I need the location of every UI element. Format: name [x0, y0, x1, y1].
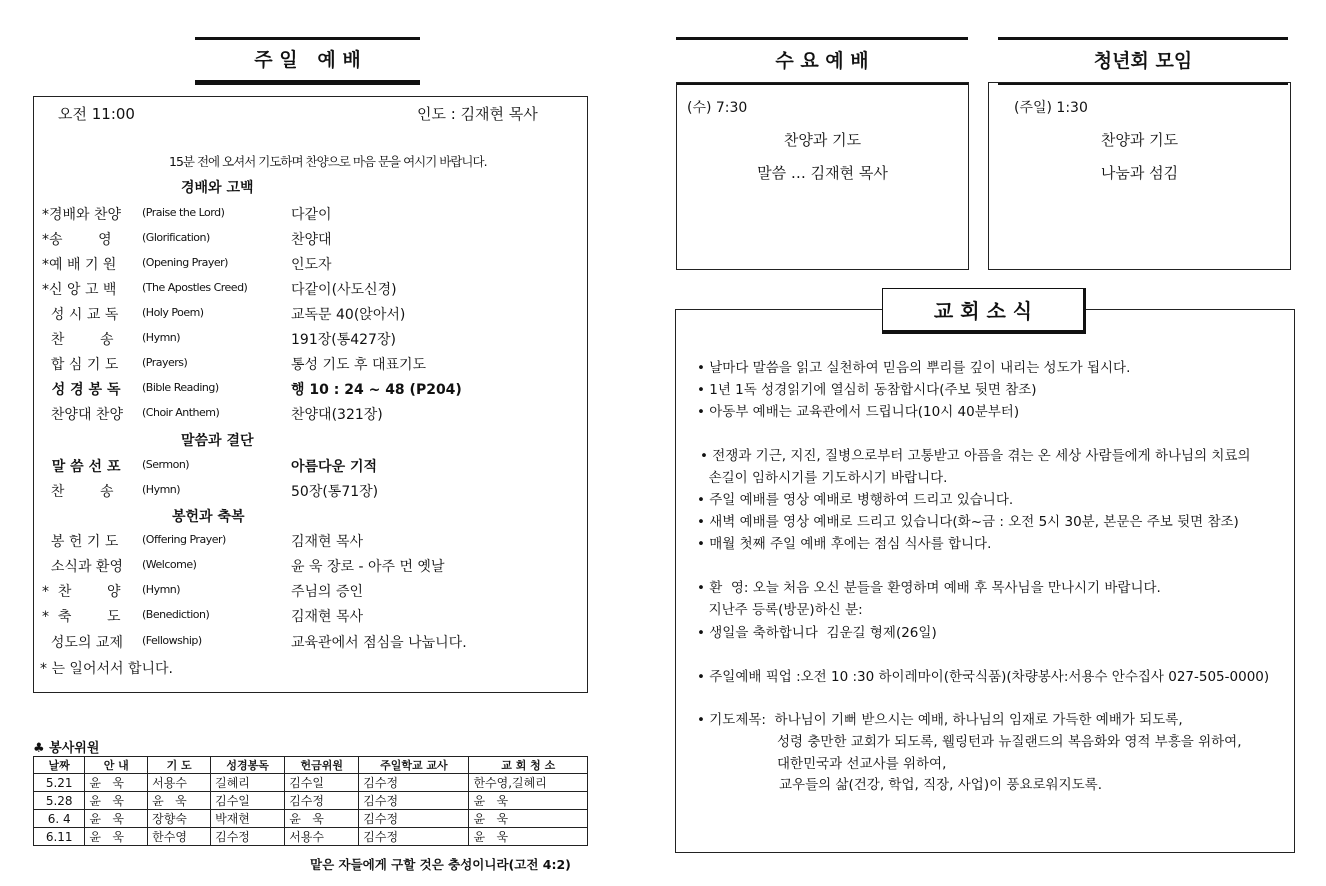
duty-cell: 장향숙: [148, 810, 211, 828]
duty-cell: 윤 욱: [85, 792, 148, 810]
service-item-value: 교육관에서 점심을 나눕니다.: [291, 635, 467, 651]
news-item: 손길이 임하시기를 기도하시기 바랍니다.: [700, 470, 948, 486]
duty-cell: 김수일: [211, 792, 285, 810]
news-item: • 환 영: 오늘 처음 오신 분들을 환영하며 예배 후 목사님을 만나시기 바랍니다.: [697, 580, 1161, 596]
service-item-english: (Praise the Lord): [142, 206, 225, 219]
duty-cell: 박재현: [211, 810, 285, 828]
duty-cell: 김수정: [359, 810, 469, 828]
duty-header-cell: 성경봉독: [211, 757, 285, 774]
news-item: • 주일예배 픽업 :오전 10 :30 하이레마이(한국식품)(차량봉사:서용수 안수집사 027-505-0000): [697, 669, 1270, 685]
service-item-name: * 찬 양: [42, 584, 121, 600]
sunday-title-text: 주 일 예 배: [254, 49, 361, 71]
service-item-value: 통성 기도 후 대표기도: [291, 357, 427, 373]
wednesday-title: [676, 37, 968, 85]
duty-cell: 서용수: [285, 828, 359, 846]
service-item-english: (Fellowship): [142, 634, 202, 647]
service-item-name: 성도의 교제: [42, 635, 123, 651]
sunday-order-box: [33, 96, 588, 693]
service-item-value: 50장(통71장): [291, 484, 379, 500]
service-item-english: (Hymn): [142, 331, 181, 344]
duty-cell: 서용수: [148, 774, 211, 792]
duty-header-cell: 헌금위원: [285, 757, 359, 774]
news-item: 교우들의 삶(건강, 학업, 직장, 사업)이 풍요로워지도록.: [779, 777, 1103, 793]
duty-cell: 윤 욱: [85, 810, 148, 828]
service-leader: 인도 : 김재현 목사: [417, 105, 538, 123]
service-item-english: (Opening Prayer): [142, 256, 228, 269]
service-item-name: 말 씀 선 포: [42, 459, 121, 475]
wednesday-line2: 말씀 … 김재현 목사: [757, 164, 888, 182]
service-time: 오전 11:00: [58, 105, 135, 123]
service-item-name: *예 배 기 원: [42, 257, 117, 273]
section-worship: 경배와 고백: [181, 180, 254, 196]
service-item-name: *신 앙 고 백: [42, 282, 117, 298]
duty-cell: 김수정: [359, 774, 469, 792]
news-item: • 새벽 예배를 영상 예배로 드리고 있습니다(화~금 : 오전 5시 30분, 본문은 주보 뒷면 참조): [697, 514, 1239, 530]
service-item-name: 성 경 봉 독: [42, 382, 121, 398]
duty-header-cell: 기 도: [148, 757, 211, 774]
duty-cell: 김수정: [285, 792, 359, 810]
service-item-english: (Glorification): [142, 231, 210, 244]
service-item-english: (Hymn): [142, 483, 181, 496]
wednesday-line1: 찬양과 기도: [783, 131, 862, 149]
service-item-value: 인도자: [291, 257, 332, 273]
service-item-value: 찬양대(321장): [291, 407, 383, 423]
service-item-value: 김재현 목사: [291, 609, 364, 625]
section-word: 말씀과 결단: [181, 433, 254, 449]
news-title: [882, 288, 1086, 334]
service-item-name: 찬 송: [42, 484, 114, 500]
duty-cell: 길혜리: [211, 774, 285, 792]
news-item: • 전쟁과 기근, 지진, 질병으로부터 고통받고 아픔을 겪는 온 세상 사람들에게 하나님의 치료의: [700, 448, 1251, 464]
wednesday-title-text: 수 요 예 배: [775, 50, 869, 72]
wednesday-box: [676, 82, 969, 270]
duty-cell: 윤 욱: [85, 774, 148, 792]
duty-cell: 김수정: [359, 828, 469, 846]
service-item-english: (Holy Poem): [142, 306, 204, 319]
service-item-english: (Hymn): [142, 583, 181, 596]
youth-line1: 찬양과 기도: [1100, 131, 1179, 149]
youth-title: [998, 37, 1288, 85]
arrival-notice: 15분 전에 오셔서 기도하며 찬양으로 마음 문을 여시기 바랍니다.: [169, 154, 487, 169]
service-item-name: 찬 송: [42, 332, 114, 348]
duty-cell: 한수영: [148, 828, 211, 846]
service-item-value: 아름다운 기적: [291, 459, 378, 475]
duty-header-cell: 교 회 청 소: [469, 757, 588, 774]
service-item-value: 찬양대: [291, 232, 332, 248]
news-item: 지난주 등록(방문)하신 분:: [700, 602, 863, 618]
news-item: • 1년 1독 성경읽기에 열심히 동참합시다(주보 뒷면 참조): [697, 382, 1037, 398]
youth-line2: 나눔과 섬김: [1100, 164, 1179, 182]
youth-title-text: 청년회 모임: [1093, 50, 1193, 72]
duty-header-cell: 날짜: [34, 757, 85, 774]
service-item-english: (Bible Reading): [142, 381, 219, 394]
news-item: • 매월 첫째 주일 예배 후에는 점심 식사를 합니다.: [697, 536, 992, 552]
duty-cell: 윤 욱: [285, 810, 359, 828]
service-item-name: 성 시 교 독: [42, 307, 119, 323]
duty-cell: 윤 욱: [469, 810, 588, 828]
sunday-title: [195, 37, 420, 85]
news-item: • 주일 예배를 영상 예배로 병행하여 드리고 있습니다.: [697, 492, 1014, 508]
duty-cell: 5.21: [34, 774, 85, 792]
service-item-value: 김재현 목사: [291, 534, 364, 550]
duty-cell: 윤 욱: [85, 828, 148, 846]
duty-header-row: [34, 757, 588, 774]
news-item: 대한민국과 선교사를 위하여,: [777, 756, 947, 772]
duty-row: [34, 792, 588, 810]
news-item: • 아동부 예배는 교육관에서 드립니다(10시 40분부터): [697, 404, 1020, 420]
service-item-english: (Prayers): [142, 356, 188, 369]
service-item-name: 봉 헌 기 도: [42, 534, 119, 550]
duty-cell: 한수영,길혜리: [469, 774, 588, 792]
duty-row: [34, 810, 588, 828]
duty-verse: 맡은 자들에게 구할 것은 충성이니라(고전 4:2): [310, 857, 571, 872]
service-item-english: (Benediction): [142, 608, 210, 621]
duty-cell: 김수정: [211, 828, 285, 846]
youth-time: (주일) 1:30: [1014, 100, 1088, 116]
service-item-english: (Welcome): [142, 558, 197, 571]
service-item-value: 다같이(사도신경): [291, 282, 397, 298]
duty-row: [34, 774, 588, 792]
section-offering: 봉헌과 축복: [172, 509, 245, 525]
service-item-name: 합 심 기 도: [42, 357, 119, 373]
service-item-name: 소식과 환영: [42, 559, 123, 575]
service-item-name: *경배와 찬양: [42, 207, 122, 223]
service-item-english: (Offering Prayer): [142, 533, 226, 546]
service-item-value: 행 10 : 24 ~ 48 (P204): [291, 382, 462, 398]
service-item-english: (Sermon): [142, 458, 190, 471]
wednesday-time: (수) 7:30: [687, 100, 748, 116]
service-item-english: (Choir Anthem): [142, 406, 220, 419]
duty-cell: 김수정: [359, 792, 469, 810]
service-item-english: (The Apostles Creed): [142, 281, 248, 294]
duty-cell: 윤 욱: [469, 828, 588, 846]
duty-cell: 윤 욱: [469, 792, 588, 810]
duty-header-cell: 주일학교 교사: [359, 757, 469, 774]
service-item-value: 다같이: [291, 207, 332, 223]
duty-title: ♣ 봉사위원: [33, 741, 100, 756]
service-item-name: 찬양대 찬양: [42, 407, 123, 423]
news-item: 성령 충만한 교회가 되도록, 웰링턴과 뉴질랜드의 복음화와 영적 부흥을 위하여,: [777, 734, 1242, 750]
news-item: • 생일을 축하합니다 김운길 형제(26일): [697, 625, 937, 641]
duty-cell: 5.28: [34, 792, 85, 810]
duty-cell: 6.11: [34, 828, 85, 846]
service-item-value: 191장(통427장): [291, 332, 396, 348]
news-item: • 날마다 말씀을 읽고 실천하여 믿음의 뿌리를 깊이 내리는 성도가 됩시다.: [697, 360, 1131, 376]
service-item-value: 주님의 증인: [291, 584, 364, 600]
service-item-value: 윤 욱 장로 - 아주 먼 옛날: [291, 559, 445, 575]
duty-cell: 김수일: [285, 774, 359, 792]
youth-box: [988, 82, 1291, 270]
news-title-text: 교 회 소 식: [933, 299, 1033, 323]
standing-footnote: * 는 일어서서 합니다.: [40, 661, 173, 677]
service-item-name: * 축 도: [42, 609, 121, 625]
duty-table: [33, 756, 588, 846]
duty-row: [34, 828, 588, 846]
news-item: • 기도제목: 하나님이 기뻐 받으시는 예배, 하나님의 임재로 가득한 예배가 되도록,: [697, 712, 1183, 728]
duty-cell: 윤 욱: [148, 792, 211, 810]
service-item-name: *송 영: [42, 232, 112, 248]
duty-cell: 6. 4: [34, 810, 85, 828]
service-item-value: 교독문 40(앉아서): [291, 307, 406, 323]
duty-header-cell: 안 내: [85, 757, 148, 774]
